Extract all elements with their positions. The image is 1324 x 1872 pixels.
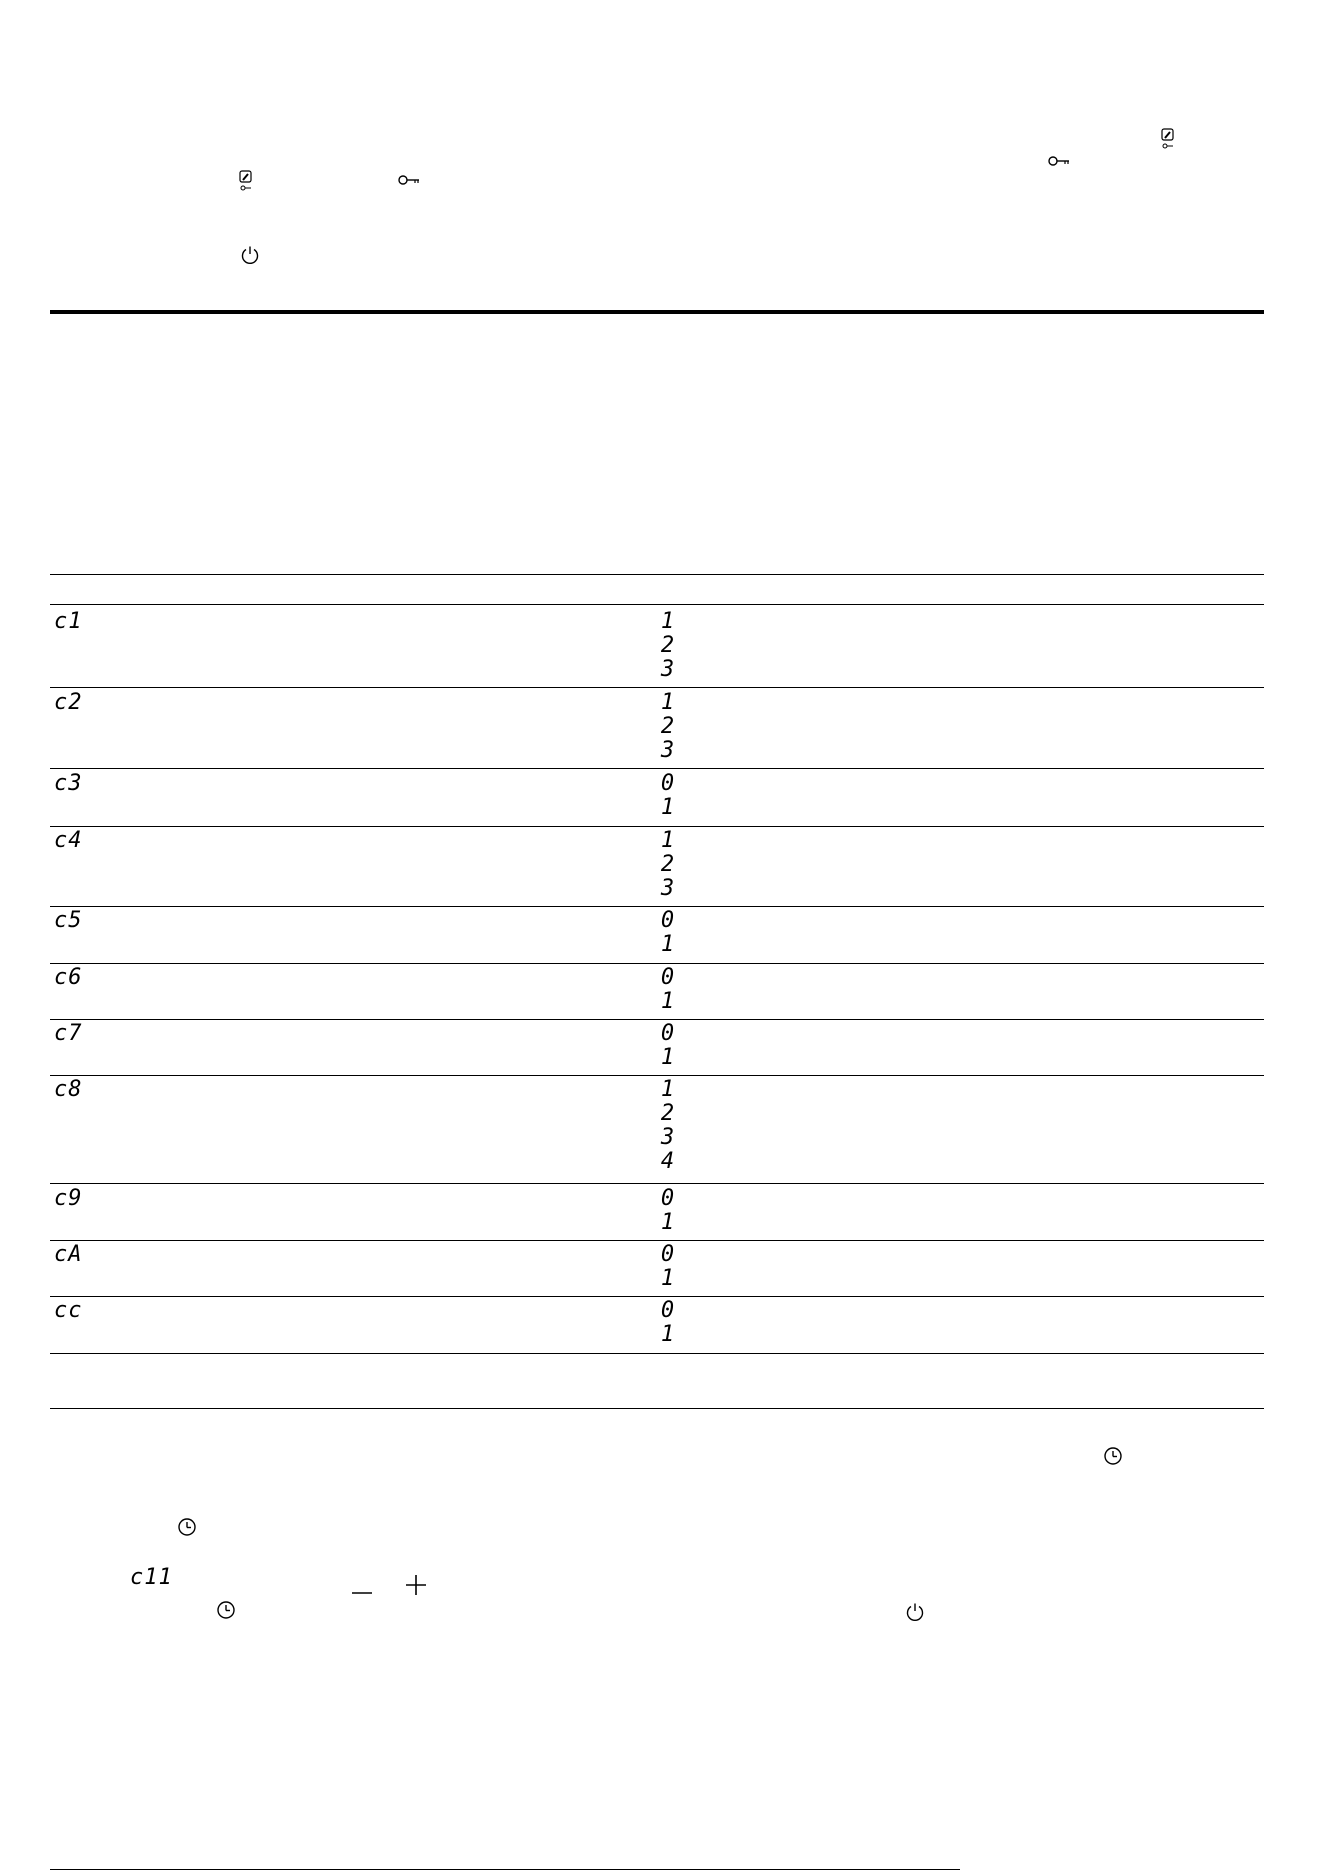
plus-icon	[405, 1574, 427, 1596]
row-divider	[50, 826, 1264, 827]
child-lock-icon	[1160, 128, 1176, 150]
setting-value: 1	[660, 795, 676, 820]
setting-value: 3	[660, 738, 676, 763]
setting-value: 0	[660, 908, 676, 933]
page-footer-line	[50, 1869, 960, 1870]
child-lock-icon	[238, 170, 254, 192]
setting-value: 3	[660, 876, 676, 901]
setting-value: 3	[660, 1125, 676, 1150]
row-divider	[50, 1019, 1264, 1020]
setting-value: 3	[660, 657, 676, 682]
setting-value: 0	[660, 1298, 676, 1323]
setting-value: 2	[660, 1101, 676, 1126]
row-divider	[50, 1240, 1264, 1241]
setting-value: 1	[660, 1322, 676, 1347]
setting-value: 1	[660, 1210, 676, 1235]
row-divider	[50, 963, 1264, 964]
setting-value: 4	[660, 1149, 676, 1174]
setting-code: c8	[54, 1077, 83, 1102]
display-code: c11	[130, 1565, 173, 1590]
setting-value: 0	[660, 1021, 676, 1046]
setting-value: 0	[660, 771, 676, 796]
setting-code: c4	[54, 828, 83, 853]
setting-value: 1	[660, 1077, 676, 1102]
setting-value: 1	[660, 932, 676, 957]
section-divider	[50, 310, 1264, 314]
setting-code: c6	[54, 965, 83, 990]
setting-value: 1	[660, 1045, 676, 1070]
timer-icon	[177, 1517, 197, 1537]
table-top-border	[50, 574, 1264, 575]
key-icon	[398, 174, 420, 186]
timer-icon	[1103, 1446, 1123, 1466]
setting-code: c9	[54, 1186, 83, 1211]
power-icon	[240, 245, 260, 265]
setting-value: 1	[660, 690, 676, 715]
row-divider	[50, 906, 1264, 907]
setting-value: 1	[660, 828, 676, 853]
setting-value: 0	[660, 1186, 676, 1211]
setting-code: cc	[54, 1298, 83, 1323]
section-divider	[50, 1408, 1264, 1409]
setting-value: 2	[660, 852, 676, 877]
setting-code: c1	[54, 609, 83, 634]
table-header-border	[50, 604, 1264, 605]
key-icon	[1048, 155, 1070, 167]
setting-value: 1	[660, 609, 676, 634]
setting-code: c5	[54, 908, 83, 933]
setting-code: c7	[54, 1021, 83, 1046]
setting-code: c2	[54, 690, 83, 715]
power-icon	[905, 1602, 925, 1622]
minus-icon	[351, 1584, 373, 1602]
table-bottom-border	[50, 1353, 1264, 1354]
timer-icon	[216, 1600, 236, 1620]
row-divider	[50, 1296, 1264, 1297]
setting-value: 1	[660, 989, 676, 1014]
row-divider	[50, 1075, 1264, 1076]
setting-code: c3	[54, 771, 83, 796]
row-divider	[50, 687, 1264, 688]
row-divider	[50, 1183, 1264, 1184]
setting-value: 2	[660, 633, 676, 658]
setting-value: 1	[660, 1266, 676, 1291]
setting-value: 0	[660, 965, 676, 990]
setting-code: cA	[54, 1242, 83, 1267]
setting-value: 2	[660, 714, 676, 739]
setting-value: 0	[660, 1242, 676, 1267]
row-divider	[50, 768, 1264, 769]
